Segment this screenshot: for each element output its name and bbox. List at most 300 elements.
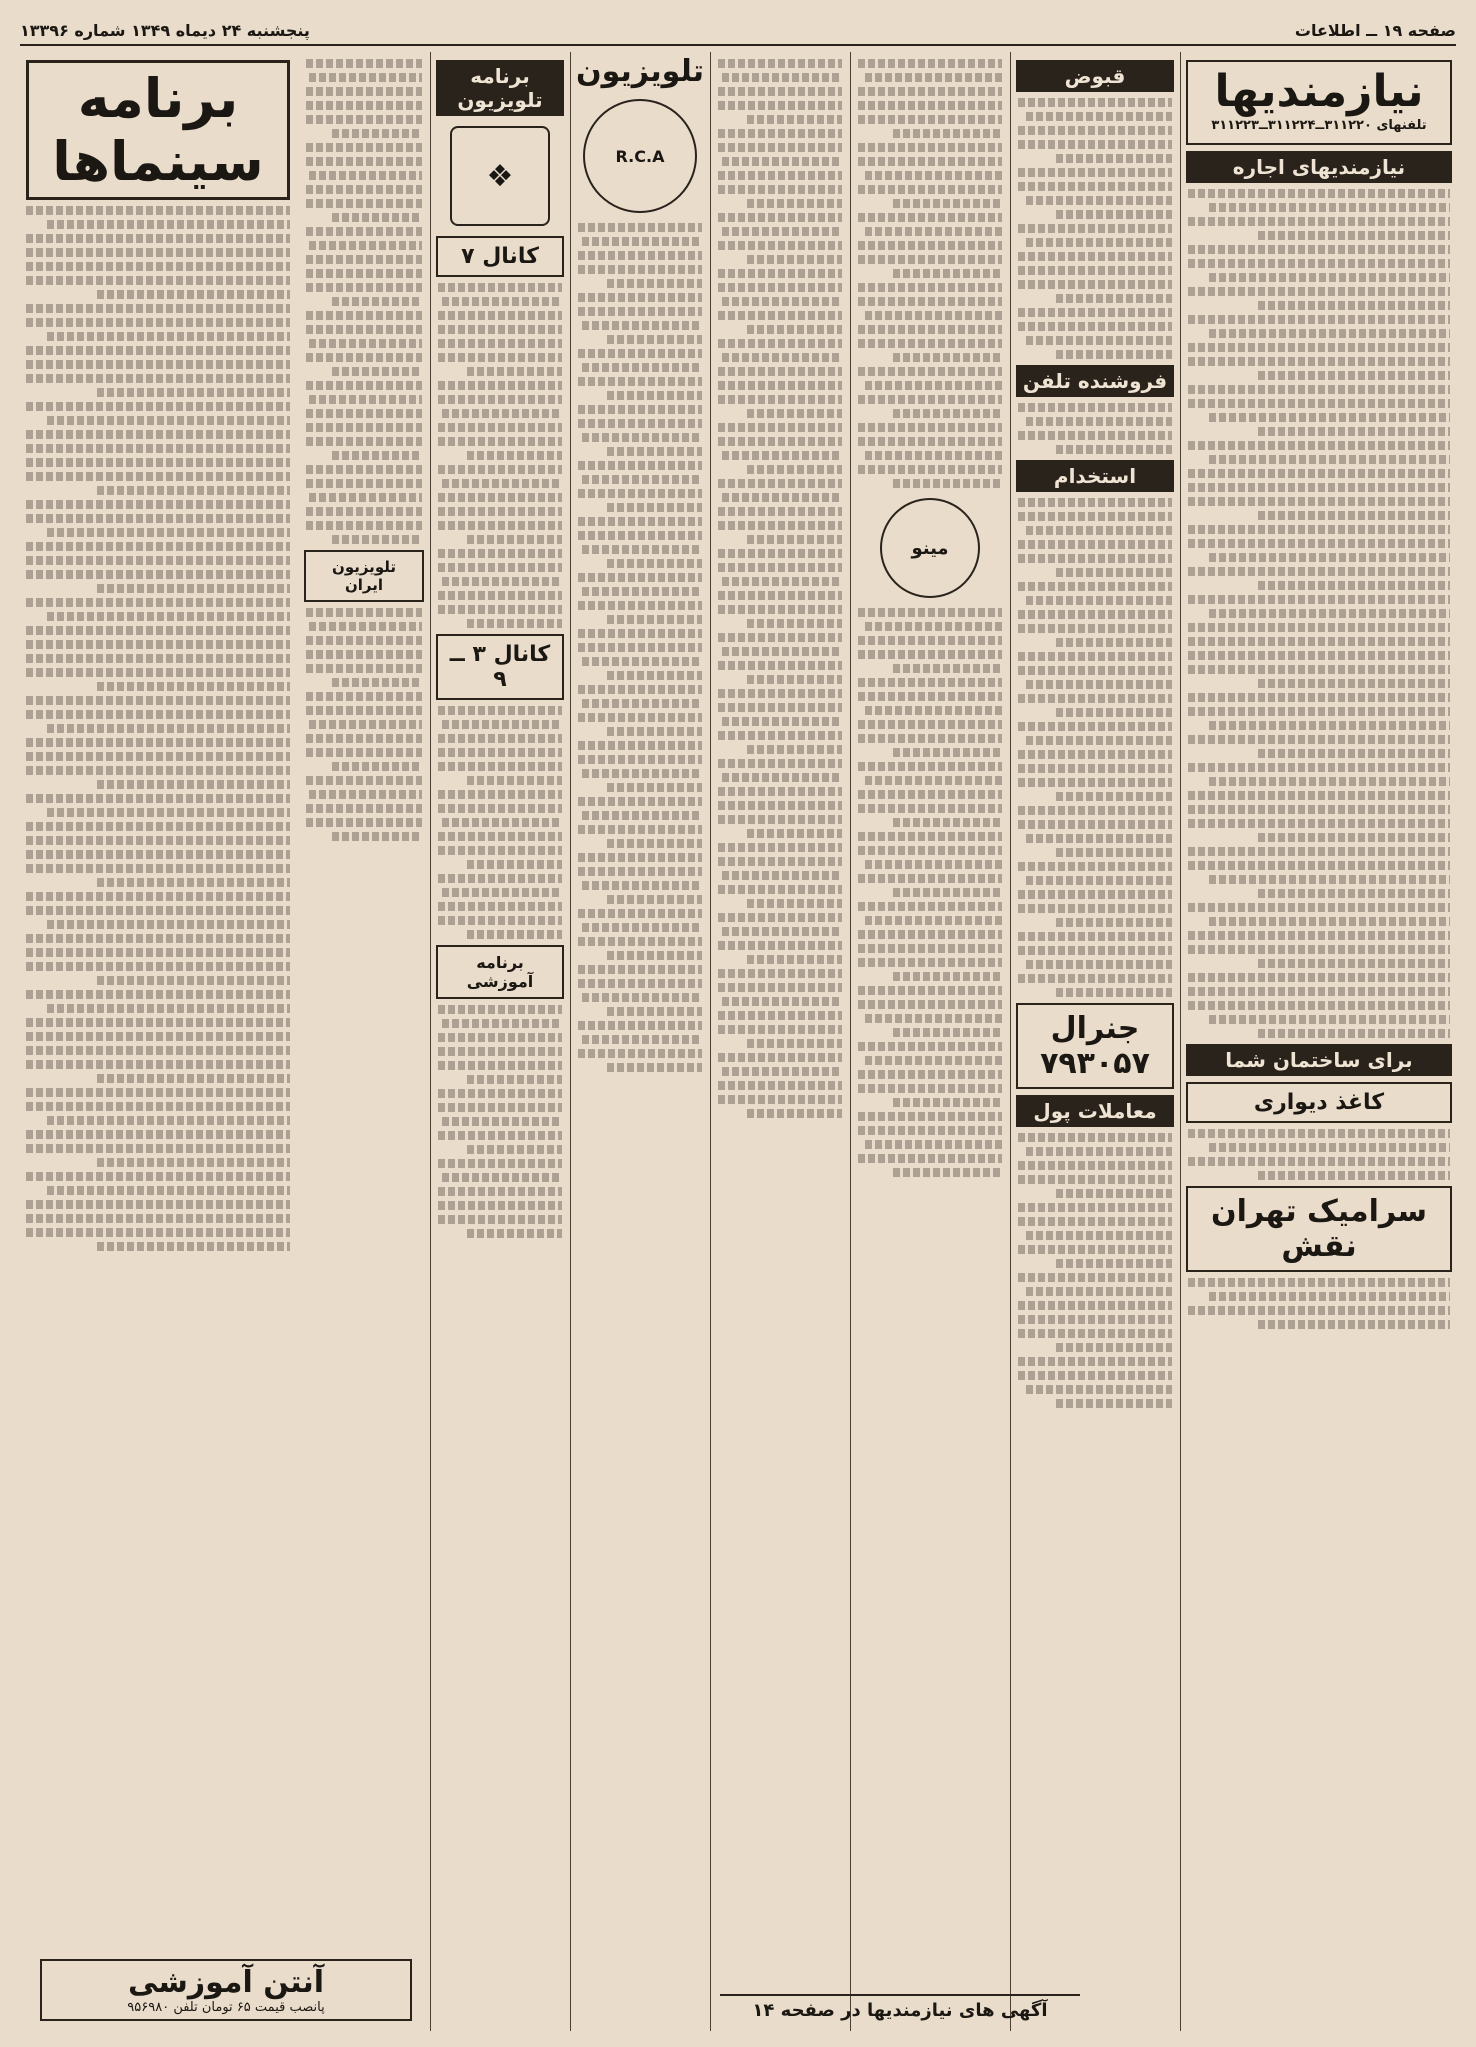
text-line [47,724,290,733]
classified-ad [852,59,1008,138]
text-line [26,864,290,873]
classified-ad [1182,973,1456,1038]
text-line [306,311,422,320]
text-line [718,423,842,432]
text-line [26,752,290,761]
text-line [858,1084,1002,1093]
text-line [747,255,842,264]
text-line [865,776,1002,785]
text-line [858,185,1002,194]
text-line [858,734,1002,743]
text-line [438,353,562,362]
text-line [578,741,702,750]
text-line [26,962,290,971]
classified-ad [852,762,1008,827]
text-line [26,304,290,313]
text-line [332,129,422,138]
text-line [858,115,1002,124]
text-line [26,598,290,607]
text-line [578,755,702,764]
general-phone: ۷۹۳۰۵۷ [1040,1046,1150,1081]
classified-ad [300,227,428,306]
text-line [438,804,562,813]
iran-tv-label: تلویزیون ایران [332,558,396,594]
text-line [1188,217,1450,226]
classified-ad [1012,498,1178,577]
text-line [1018,652,1172,661]
text-line [467,1075,562,1084]
classified-ad [712,339,848,418]
text-line [438,1047,562,1056]
text-line [747,619,842,628]
text-line [1258,889,1450,898]
text-line [858,832,1002,841]
classified-ad [1012,862,1178,927]
text-line [722,871,842,880]
classified-ad [20,500,296,593]
text-line [1018,512,1172,521]
text-line [578,979,702,988]
text-line [1026,112,1172,121]
text-line [26,654,290,663]
text-line [1209,329,1450,338]
column-rule [570,52,571,2031]
text-line [26,850,290,859]
text-line [438,1005,562,1014]
text-line [1209,413,1450,422]
text-line [1026,736,1172,745]
text-line [607,839,702,848]
text-line [1056,1259,1172,1268]
text-line [1209,917,1450,926]
text-line [1188,497,1450,506]
text-line [607,391,702,400]
text-line [1018,750,1172,759]
text-line [858,1154,1002,1163]
text-line [1056,210,1172,219]
page-header [20,16,1456,46]
text-line [858,395,1002,404]
text-line [1018,1245,1172,1254]
text-line [865,1140,1002,1149]
text-line [893,199,1002,208]
classified-ad [300,143,428,222]
text-line [26,1200,290,1209]
text-line [747,535,842,544]
classified-ad [432,1089,568,1154]
text-line [1188,1001,1450,1010]
text-line [438,902,562,911]
text-line [1018,1315,1172,1324]
classified-ad [300,608,428,687]
text-line [1018,862,1172,871]
classified-ad [572,797,708,848]
text-line [718,213,842,222]
text-line [438,563,562,572]
text-line [26,836,290,845]
classified-ad [1012,224,1178,303]
text-line [718,549,842,558]
text-line [858,1126,1002,1135]
text-line [893,1028,1002,1037]
text-line [26,892,290,901]
text-line [97,878,290,887]
text-line [438,493,562,502]
text-line [306,507,422,516]
text-line [442,818,562,827]
text-line [47,1116,290,1125]
text-line [718,185,842,194]
classified-ad [432,706,568,785]
classified-ad [572,965,708,1016]
text-line [1018,890,1172,899]
classified-ad [20,598,296,691]
text-line [865,1014,1002,1023]
cinema-title: برنامه سینماها [26,60,290,200]
classified-ad [1012,1203,1178,1268]
column-rule [850,52,851,2031]
text-line [1188,735,1450,744]
text-line [718,969,842,978]
text-line [858,101,1002,110]
text-line [1018,1329,1172,1338]
classified-ad [300,311,428,376]
classified-ad [1182,1278,1456,1329]
text-line [26,738,290,747]
text-line [438,325,562,334]
text-line [1056,918,1172,927]
text-line [1188,861,1450,870]
text-line [718,857,842,866]
text-line [1018,403,1172,412]
text-line [1018,168,1172,177]
text-line [858,465,1002,474]
classified-ad [300,59,428,138]
text-line [1018,666,1172,675]
classified-ad [20,696,296,789]
text-line [578,517,702,526]
classified-ad [20,206,296,299]
text-line [309,720,422,729]
text-line [306,143,422,152]
text-line [858,1042,1002,1051]
classified-ad [1012,582,1178,647]
classified-ad [432,790,568,869]
text-line [26,262,290,271]
text-line [1056,568,1172,577]
classified-ad [712,269,848,334]
text-line [332,678,422,687]
text-line [438,395,562,404]
classified-ad [712,213,848,264]
text-line [893,479,1002,488]
text-line [467,930,562,939]
text-line [97,976,290,985]
text-line [1209,1143,1450,1152]
text-line [718,605,842,614]
text-line [26,570,290,579]
classified-ad [572,853,708,904]
text-line [438,1215,562,1224]
text-line [332,762,422,771]
text-line [1258,749,1450,758]
text-line [306,157,422,166]
text-line [582,587,702,596]
text-line [1188,623,1450,632]
antenna-title: آنتن آموزشی [127,1965,325,2000]
text-line [306,748,422,757]
classified-ad [852,143,1008,208]
rent-heading: نیازمندیهای اجاره [1186,151,1452,183]
ceramic-title: سرامیک تهران نقش [1210,1193,1428,1264]
classified-ad [572,349,708,400]
text-line [1018,904,1172,913]
text-line [1258,371,1450,380]
text-line [1018,1371,1172,1380]
text-line [1188,819,1450,828]
text-line [747,829,842,838]
text-line [858,143,1002,152]
text-line [1018,694,1172,703]
channel3-label: کانال ۳ ــ ۹ [449,642,551,692]
text-line [438,437,562,446]
text-line [306,115,422,124]
text-line [1209,1015,1450,1024]
text-line [26,1144,290,1153]
text-line [438,846,562,855]
text-line [1018,98,1172,107]
text-line [1018,974,1172,983]
classified-ad [572,741,708,792]
text-line [26,234,290,243]
text-line [858,87,1002,96]
text-line [97,1242,290,1251]
text-line [747,1039,842,1048]
text-line [1056,708,1172,717]
text-line [438,832,562,841]
text-line [26,766,290,775]
text-line [718,1025,842,1034]
classified-ad [852,986,1008,1037]
text-line [858,804,1002,813]
classified-ad [852,1112,1008,1177]
text-line [582,993,702,1002]
text-line [722,717,842,726]
text-line [582,321,702,330]
text-line [865,916,1002,925]
text-line [26,444,290,453]
money-heading: معاملات پول [1016,1095,1174,1127]
needs-masthead [1186,60,1452,145]
staff-heading: استخدام [1016,460,1174,492]
text-line [467,860,562,869]
text-line [442,888,562,897]
text-line [306,101,422,110]
text-line [578,377,702,386]
classified-ad [1012,932,1178,997]
text-line [718,941,842,950]
text-line [858,1000,1002,1009]
text-line [306,283,422,292]
text-line [1188,259,1450,268]
text-line [722,927,842,936]
text-line [718,563,842,572]
general-ad [1016,1003,1174,1089]
text-line [1026,876,1172,885]
text-line [718,339,842,348]
text-line [607,279,702,288]
text-line [1188,1157,1450,1166]
text-line [578,349,702,358]
text-line [1026,960,1172,969]
text-line [1258,1171,1450,1180]
text-line [1026,196,1172,205]
text-line [332,213,422,222]
text-line [1188,903,1450,912]
text-line [1018,946,1172,955]
text-line [718,591,842,600]
text-line [306,87,422,96]
text-line [718,171,842,180]
text-line [607,783,702,792]
text-line [1258,511,1450,520]
tv-repair-column [572,54,708,2031]
text-line [332,297,422,306]
text-line [747,1109,842,1118]
text-line [438,1187,562,1196]
text-line [578,1049,702,1058]
text-line [718,59,842,68]
text-line [718,1081,842,1090]
text-line [1056,1399,1172,1408]
text-line [718,661,842,670]
text-line [1026,596,1172,605]
text-line [306,479,422,488]
classified-ad [300,381,428,460]
text-line [26,934,290,943]
header-date-label: پنجشنبه ۲۴ دیماه ۱۳۴۹ شماره ۱۳۳۹۶ [20,20,310,40]
text-line [578,1021,702,1030]
text-line [718,269,842,278]
text-line [1209,273,1450,282]
text-line [1056,445,1172,454]
text-line [718,633,842,642]
text-line [1188,595,1450,604]
text-line [1018,1175,1172,1184]
text-line [309,171,422,180]
cinema-column [20,54,296,2031]
text-line [438,1131,562,1140]
text-line [722,297,842,306]
text-line [26,1228,290,1237]
text-line [858,367,1002,376]
text-line [309,241,422,250]
text-line [1209,609,1450,618]
classified-ad [20,990,296,1083]
text-line [26,990,290,999]
text-line [438,1061,562,1070]
text-line [467,367,562,376]
text-line [442,720,562,729]
needs-phones: تلفنهای ۳۱۱۲۲۰ــ۳۱۱۲۲۴ــ۳۱۱۲۲۳ [1211,118,1427,134]
ceramic-ad [1186,1186,1452,1272]
text-line [582,433,702,442]
text-line [582,363,702,372]
classified-ad [712,479,848,544]
text-line [332,535,422,544]
text-line [718,283,842,292]
classified-ad [20,304,296,397]
classified-ad [20,402,296,495]
text-line [858,930,1002,939]
text-line [865,73,1002,82]
text-line [1018,624,1172,633]
text-line [893,972,1002,981]
text-line [1188,693,1450,702]
text-line [26,696,290,705]
classified-ad [432,283,568,376]
antenna-ad [40,1959,412,2021]
text-line [306,185,422,194]
text-line [858,790,1002,799]
text-line [26,710,290,719]
tv-emblem [583,99,697,213]
text-line [1258,833,1450,842]
text-line [1188,343,1450,352]
text-line [1188,287,1450,296]
needs-title: نیازمندیها [1214,66,1424,117]
classified-ad [572,223,708,288]
text-line [893,818,1002,827]
text-line [718,759,842,768]
text-line [1056,294,1172,303]
text-line [1018,266,1172,275]
text-line [578,937,702,946]
text-line [26,206,290,215]
text-line [26,346,290,355]
text-line [1188,1306,1450,1315]
text-line [1209,721,1450,730]
classified-ad [1182,903,1456,968]
text-line [438,283,562,292]
text-line [47,220,290,229]
wallpaper-ad [1186,1082,1452,1123]
text-line [747,325,842,334]
text-line [718,885,842,894]
text-line [97,1158,290,1167]
text-line [1056,848,1172,857]
text-line [47,808,290,817]
text-line [1188,189,1450,198]
text-line [582,1035,702,1044]
text-line [1018,1357,1172,1366]
education-heading [436,945,564,999]
text-line [858,762,1002,771]
text-line [718,801,842,810]
text-line [607,951,702,960]
classified-ad [1182,315,1456,380]
classified-ad [572,1021,708,1072]
text-line [97,486,290,495]
text-line [1209,777,1450,786]
meno-label: مینو [911,537,949,559]
text-line [26,318,290,327]
text-line [26,948,290,957]
classified-ad [1012,1357,1178,1408]
text-line [26,360,290,369]
classified-ad [1182,525,1456,590]
text-line [718,395,842,404]
